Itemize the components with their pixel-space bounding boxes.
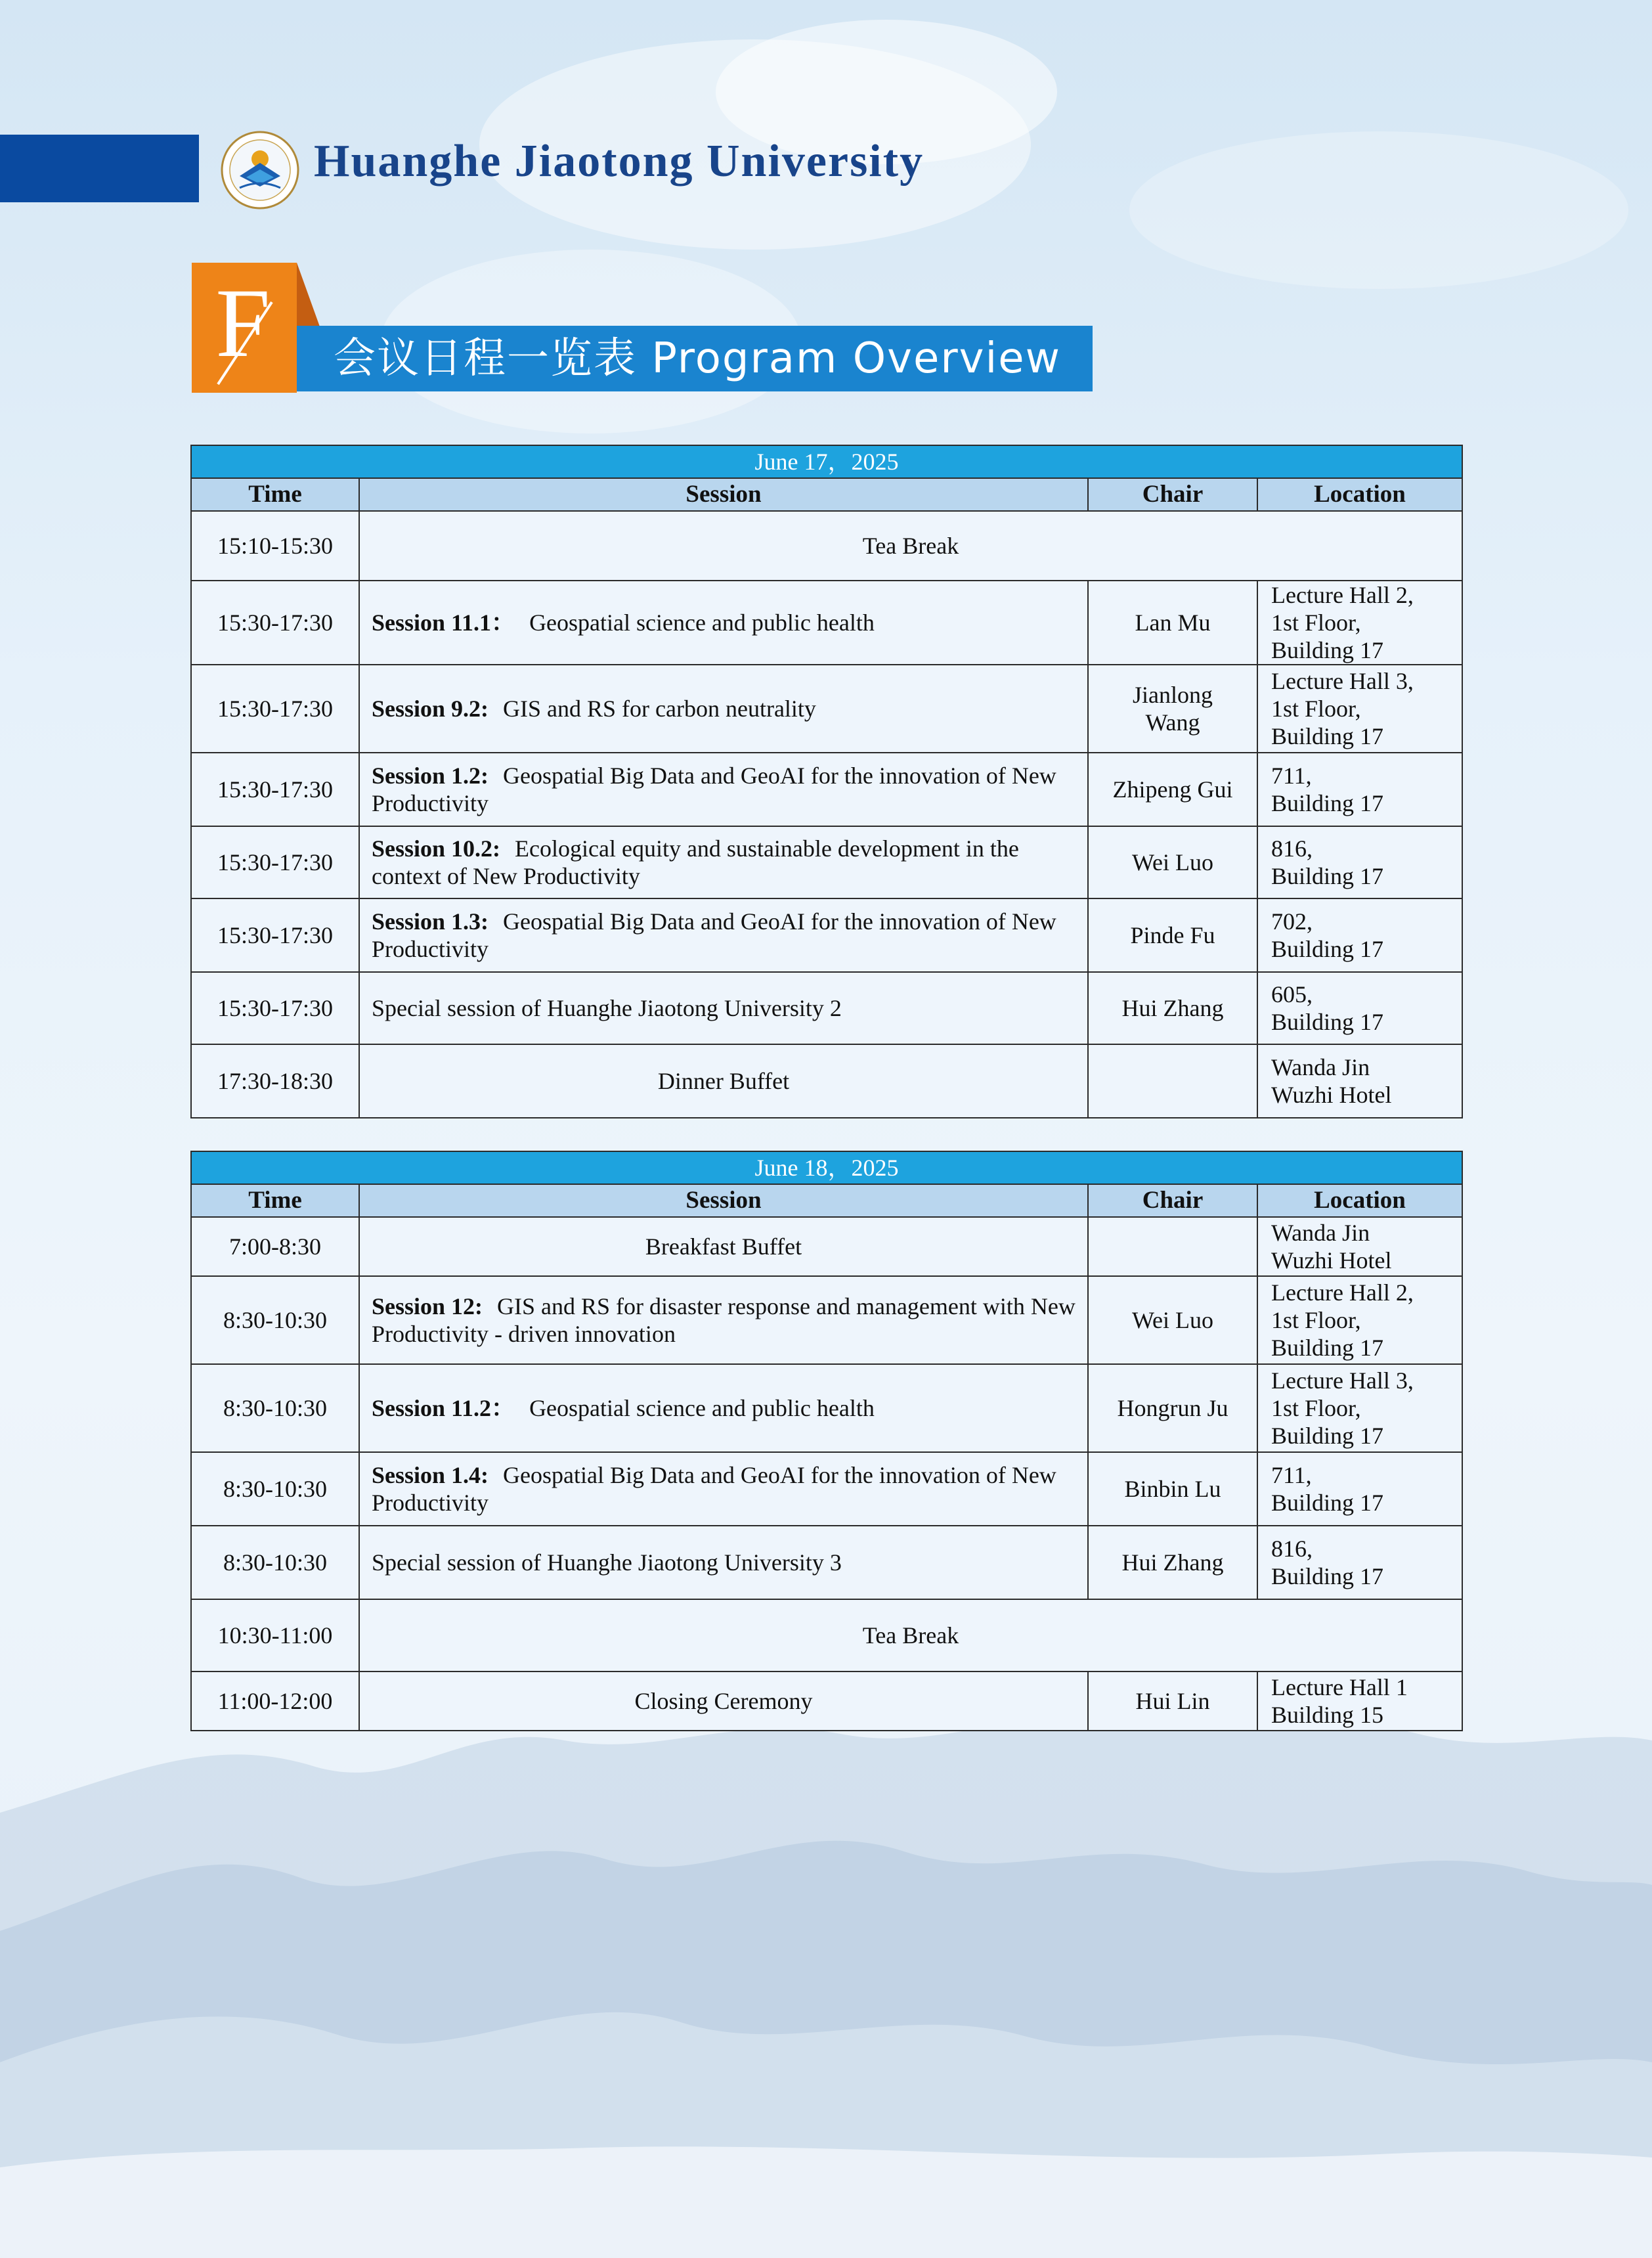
chair-cell <box>1088 972 1257 1044</box>
session-title: Breakfast Buffet <box>645 1233 802 1260</box>
university-logo <box>220 130 300 210</box>
location-cell <box>1257 1217 1462 1276</box>
session-cell <box>359 1599 1462 1671</box>
table-row <box>191 1044 1462 1118</box>
table-row <box>191 665 1462 753</box>
time-cell: 15:30-17:30 <box>191 826 359 898</box>
time-cell: 15:30-17:30 <box>191 898 359 972</box>
university-name: Huanghe Jiaotong University <box>314 136 924 187</box>
session-cell <box>359 1671 1088 1731</box>
column-header-location: Location <box>1257 1184 1462 1217</box>
schedule-table-day2 <box>190 1151 1463 1731</box>
location-cell <box>1257 826 1462 898</box>
table-row <box>191 581 1462 665</box>
chair-name: Wei Luo <box>1131 1307 1214 1333</box>
session-cell <box>359 665 1088 753</box>
session-label: Session 9.2: <box>372 696 489 722</box>
table-row <box>191 1452 1462 1526</box>
location-line: Lecture Hall 1 <box>1271 1674 1408 1700</box>
time-cell: 8:30-10:30 <box>191 1364 359 1452</box>
chair-cell <box>1088 753 1257 826</box>
session-title: Special session of Huanghe Jiaotong University 2 <box>372 995 842 1021</box>
location-cell <box>1257 581 1462 665</box>
time-cell: 7:00-8:30 <box>191 1217 359 1276</box>
column-header-session: Session <box>359 478 1088 511</box>
chair-cell <box>1088 826 1257 898</box>
table-row <box>191 1364 1462 1452</box>
session-cell <box>359 1364 1088 1452</box>
location-line: Wanda Jin <box>1271 1054 1370 1080</box>
session-label: Session 11.2： <box>372 1395 515 1421</box>
location-line: Lecture Hall 2, <box>1271 582 1414 608</box>
chair-cell <box>1088 1217 1257 1276</box>
date-header: June 18，2025 <box>191 1151 1462 1184</box>
chair-name: Jianlong <box>1133 682 1213 708</box>
session-title: Geospatial science and public health <box>529 1395 875 1421</box>
session-cell <box>359 581 1088 665</box>
table-row <box>191 1276 1462 1364</box>
time-cell: 15:30-17:30 <box>191 972 359 1044</box>
header-accent-bar <box>0 135 199 202</box>
session-title: Ecological equity and sustainable development in the context of New Productivity <box>372 835 1019 889</box>
chair-name: Hui Zhang <box>1121 995 1224 1021</box>
section-letter: F <box>215 269 271 378</box>
chair-name: Wei Luo <box>1131 849 1214 875</box>
chair-cell <box>1088 1364 1257 1452</box>
session-title: Tea Break <box>862 533 959 559</box>
location-line: Building 17 <box>1271 1563 1384 1589</box>
session-cell <box>359 511 1462 581</box>
session-cell <box>359 753 1088 826</box>
location-line: Wanda Jin <box>1271 1220 1370 1246</box>
column-header-time: Time <box>191 478 359 511</box>
location-line: Lecture Hall 3, <box>1271 668 1414 694</box>
time-cell: 8:30-10:30 <box>191 1276 359 1364</box>
chair-name: Pinde Fu <box>1130 922 1215 948</box>
location-line: 711, <box>1271 763 1312 789</box>
location-line: Building 17 <box>1271 1335 1384 1361</box>
session-cell <box>359 898 1088 972</box>
table-row <box>191 753 1462 826</box>
session-cell <box>359 1276 1088 1364</box>
session-title: Geospatial science and public health <box>529 609 875 636</box>
table-row <box>191 1526 1462 1599</box>
column-header-chair: Chair <box>1088 1184 1257 1217</box>
session-label: Session 11.1： <box>372 609 515 636</box>
location-cell <box>1257 665 1462 753</box>
location-cell <box>1257 1044 1462 1118</box>
mountain-background <box>0 1694 1652 2258</box>
location-line: Building 17 <box>1271 1423 1384 1449</box>
session-title: Closing Ceremony <box>634 1688 813 1714</box>
column-header-time: Time <box>191 1184 359 1217</box>
chair-name: Lan Mu <box>1135 609 1211 636</box>
location-line: Building 17 <box>1271 637 1384 663</box>
session-title: Geospatial Big Data and GeoAI for the innovation of New Productivity <box>372 1462 1056 1516</box>
chair-cell <box>1088 581 1257 665</box>
session-label: Session 1.4: <box>372 1462 489 1488</box>
location-cell <box>1257 1671 1462 1731</box>
chair-cell <box>1088 1452 1257 1526</box>
location-cell <box>1257 1364 1462 1452</box>
session-title: Dinner Buffet <box>657 1068 790 1094</box>
session-title: Tea Break <box>862 1622 959 1649</box>
location-line: Building 15 <box>1271 1702 1384 1728</box>
time-cell: 15:30-17:30 <box>191 665 359 753</box>
location-line: Wuzhi Hotel <box>1271 1082 1392 1108</box>
location-line: Building 17 <box>1271 1490 1384 1516</box>
session-cell <box>359 972 1088 1044</box>
session-title: Geospatial Big Data and GeoAI for the innovation of New Productivity <box>372 763 1056 816</box>
location-line: 816, <box>1271 835 1313 862</box>
table-row <box>191 1671 1462 1731</box>
location-line: 605, <box>1271 981 1313 1007</box>
location-line: 1st Floor, <box>1271 696 1361 722</box>
chair-name: Hui Zhang <box>1121 1549 1224 1576</box>
session-label: Session 1.3: <box>372 908 489 935</box>
location-line: 1st Floor, <box>1271 609 1361 636</box>
column-header-session: Session <box>359 1184 1088 1217</box>
time-cell: 11:00-12:00 <box>191 1671 359 1731</box>
table-row <box>191 1217 1462 1276</box>
session-label: Session 1.2: <box>372 763 489 789</box>
location-cell <box>1257 753 1462 826</box>
column-header-chair: Chair <box>1088 478 1257 511</box>
location-line: 702, <box>1271 908 1313 935</box>
chair-cell <box>1088 1671 1257 1731</box>
location-line: Building 17 <box>1271 936 1384 962</box>
chair-name: Hui Lin <box>1135 1688 1210 1714</box>
location-line: 711, <box>1271 1462 1312 1488</box>
session-title: Special session of Huanghe Jiaotong University 3 <box>372 1549 842 1576</box>
location-line: Wuzhi Hotel <box>1271 1247 1392 1273</box>
session-label: Session 10.2: <box>372 835 501 862</box>
schedule-table-day1 <box>190 445 1463 1118</box>
time-cell: 15:30-17:30 <box>191 753 359 826</box>
location-cell <box>1257 898 1462 972</box>
location-cell <box>1257 1452 1462 1526</box>
location-line: Building 17 <box>1271 863 1384 889</box>
section-title: 会议日程一览表 Program Overview <box>297 326 1093 391</box>
chair-cell <box>1088 1276 1257 1364</box>
chair-name: Zhipeng Gui <box>1112 776 1233 803</box>
location-line: Building 17 <box>1271 723 1384 749</box>
time-cell: 8:30-10:30 <box>191 1526 359 1599</box>
location-cell <box>1257 1526 1462 1599</box>
location-line: Building 17 <box>1271 1009 1384 1035</box>
table-row <box>191 1599 1462 1671</box>
location-line: 1st Floor, <box>1271 1307 1361 1333</box>
time-cell: 10:30-11:00 <box>191 1599 359 1671</box>
chair-cell <box>1088 1526 1257 1599</box>
chair-name: Wang <box>1145 709 1200 736</box>
table-row <box>191 511 1462 581</box>
column-header-location: Location <box>1257 478 1462 511</box>
session-cell <box>359 1217 1088 1276</box>
table-row <box>191 826 1462 898</box>
session-cell <box>359 826 1088 898</box>
chair-name: Binbin Lu <box>1124 1476 1221 1502</box>
session-title: Geospatial Big Data and GeoAI for the innovation of New Productivity <box>372 908 1056 962</box>
chair-cell <box>1088 1044 1257 1118</box>
date-header: June 17，2025 <box>191 445 1462 478</box>
session-label: Session 12: <box>372 1293 483 1319</box>
location-line: Lecture Hall 3, <box>1271 1367 1414 1394</box>
location-line: Lecture Hall 2, <box>1271 1279 1414 1306</box>
time-cell: 17:30-18:30 <box>191 1044 359 1118</box>
time-cell: 15:30-17:30 <box>191 581 359 665</box>
chair-name: Hongrun Ju <box>1117 1395 1228 1421</box>
session-title: GIS and RS for carbon neutrality <box>503 696 816 722</box>
table-row <box>191 972 1462 1044</box>
session-cell <box>359 1452 1088 1526</box>
location-line: 1st Floor, <box>1271 1395 1361 1421</box>
session-cell <box>359 1526 1088 1599</box>
session-title: GIS and RS for disaster response and management with New Productivity - driven innovation <box>372 1293 1076 1347</box>
time-cell: 8:30-10:30 <box>191 1452 359 1526</box>
location-line: Building 17 <box>1271 790 1384 816</box>
location-cell <box>1257 972 1462 1044</box>
table-row <box>191 898 1462 972</box>
location-line: 816, <box>1271 1536 1313 1562</box>
session-cell <box>359 1044 1088 1118</box>
location-cell <box>1257 1276 1462 1364</box>
time-cell: 15:10-15:30 <box>191 511 359 581</box>
chair-cell <box>1088 665 1257 753</box>
chair-cell <box>1088 898 1257 972</box>
